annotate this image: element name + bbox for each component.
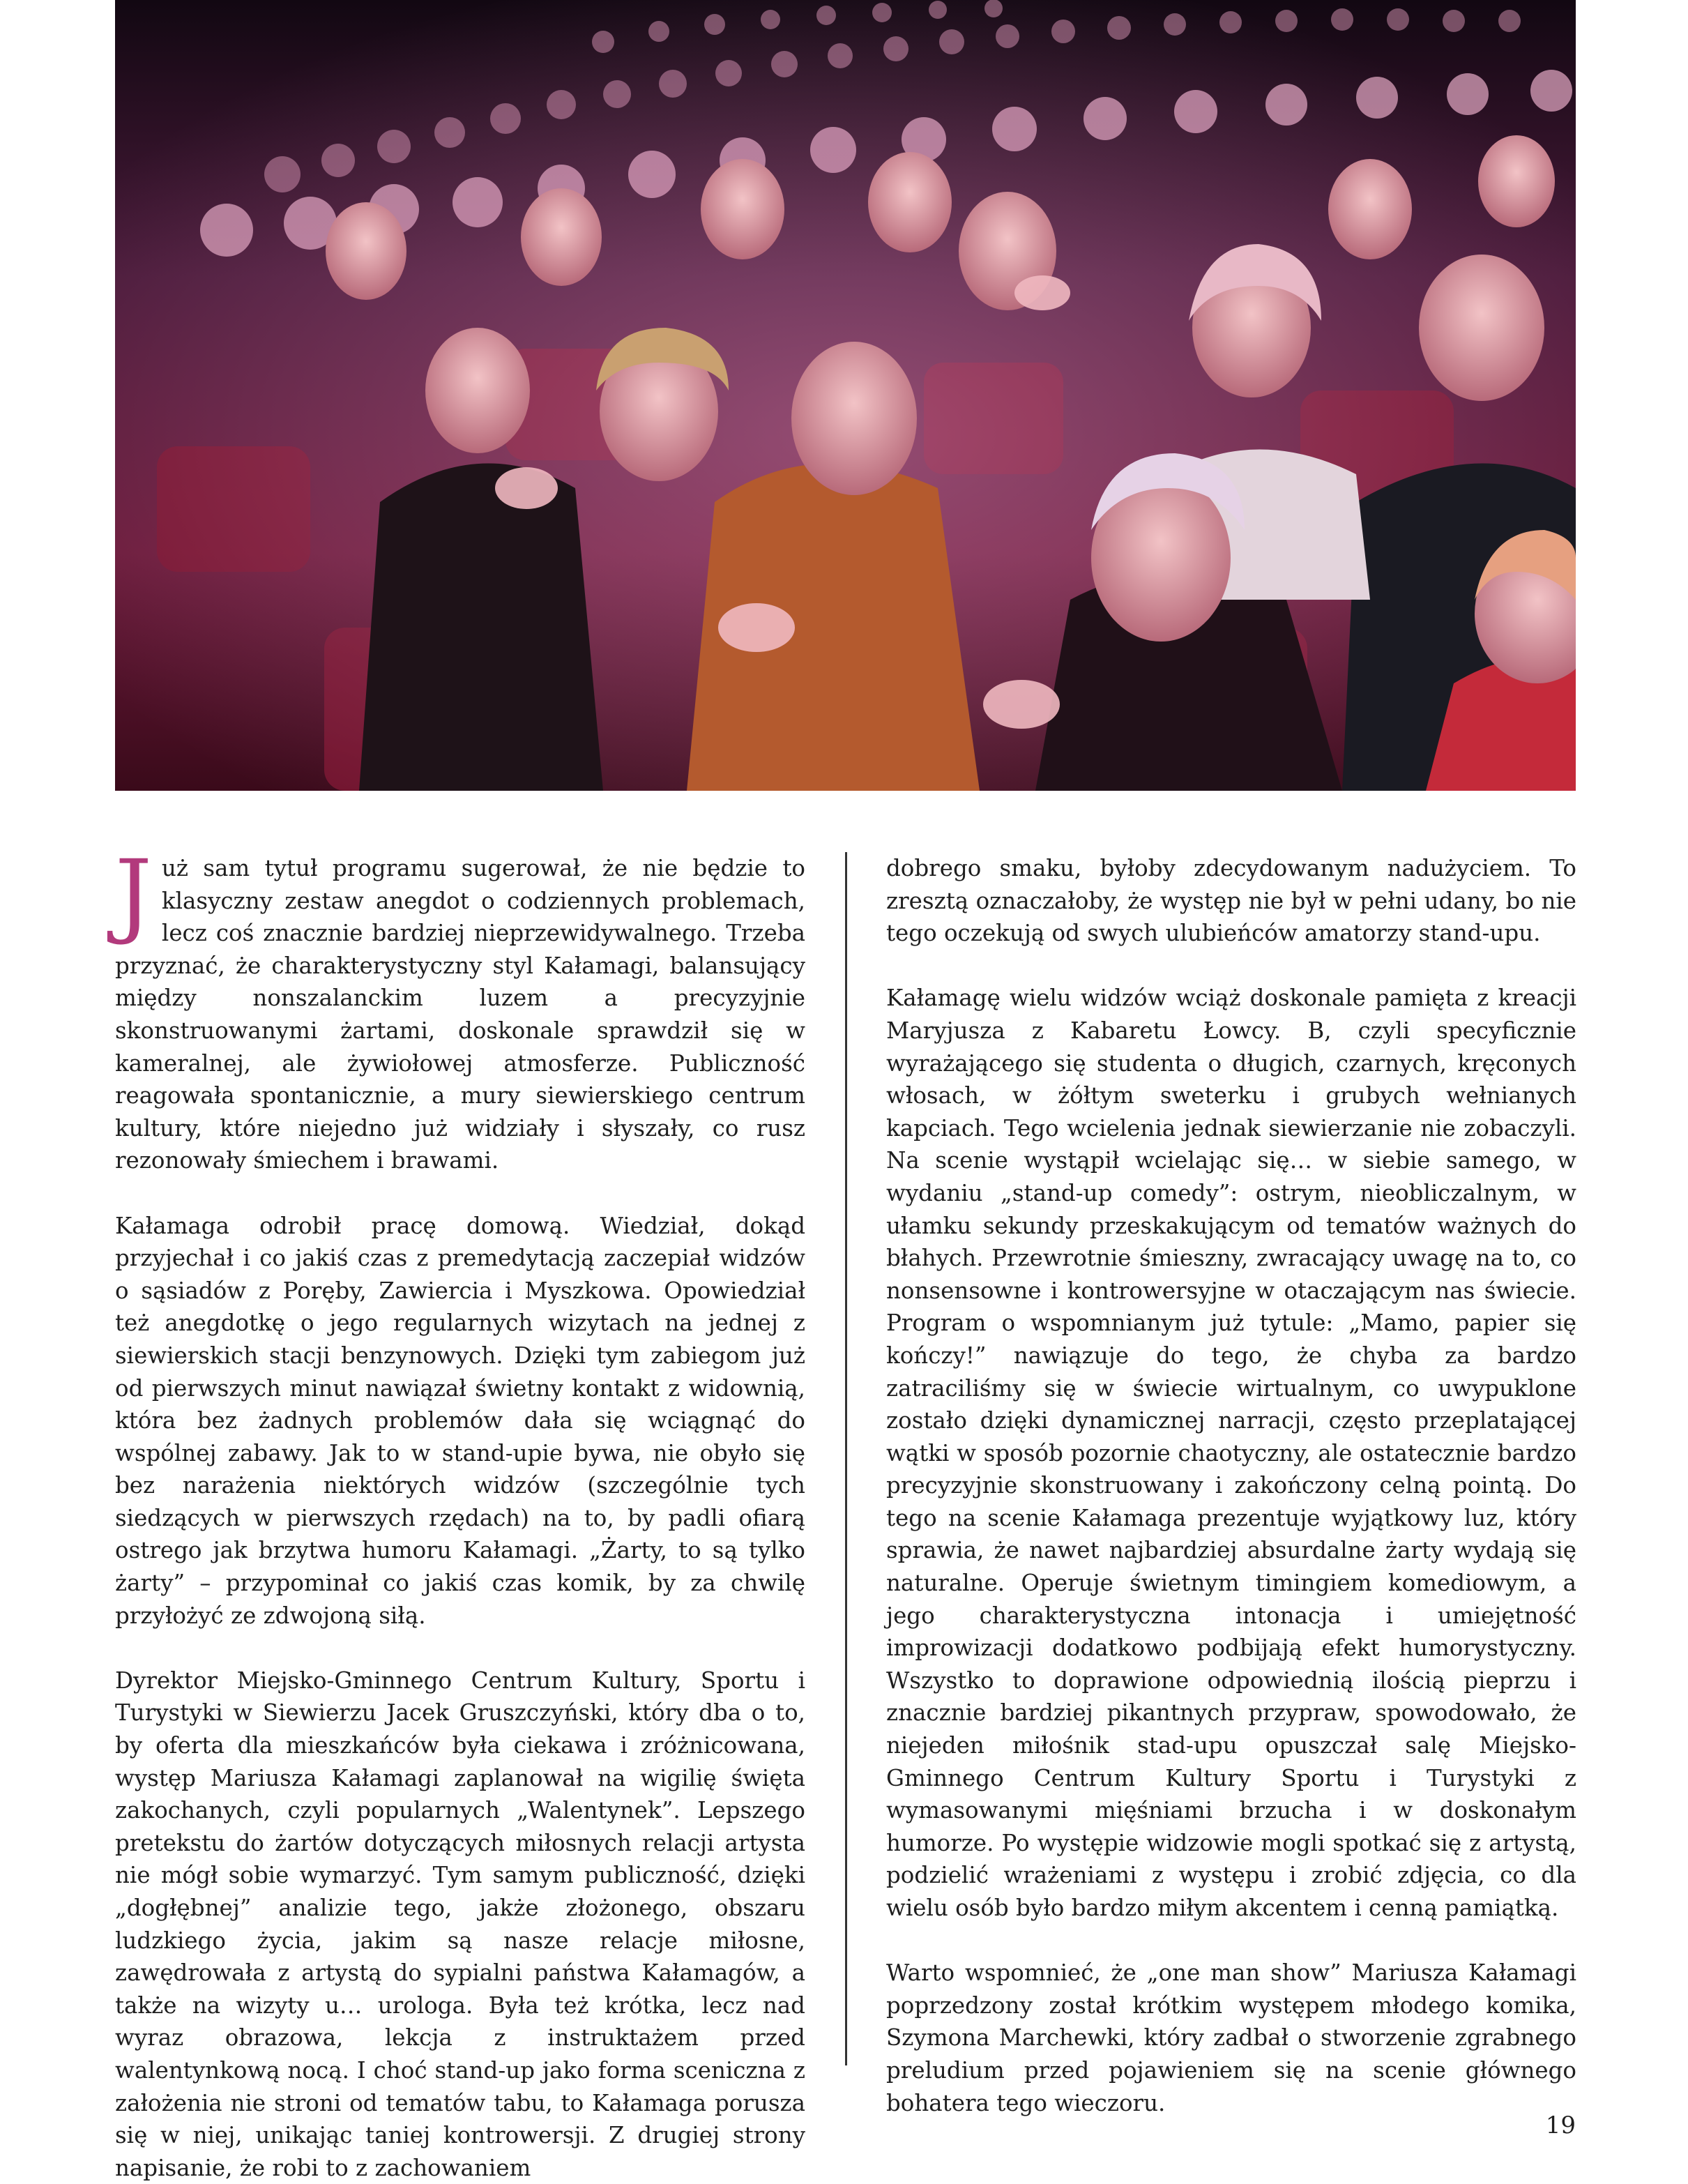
- audience-photo: [115, 0, 1576, 791]
- paragraph-2: Kałamaga odrobił pracę domową. Wiedział, dokąd przyjechał i co jakiś czas z premedytacją zaczepiał widzów o sąsiadów z Poręby, Zawiercia i Myszkowa. Opowiedział też anegdotkę o jego regularnych wizytach na jednej z siewierskich stacji benzynowych. Dzięki tym zabiegom już od pierwszych minut nawiązał świetny kontakt z widownią, która bez żadnych problemów dała się wciągnąć do wspólnej zabawy. Jak to w stand-upie bywa, nie obyło się bez narażenia niektórych widzów (szczególnie tych siedzących w pierwszych rzędach) na to, by padli ofiarą ostrego jak brzytwa humoru Kałamagi. „Żarty, to są tylko żarty” – przypominał co jakiś czas komik, by za chwilę przyłożyć ze zdwojoną siłą.: [115, 1212, 805, 1629]
- paragraph-6: Warto wspomnieć, że „one man show” Mariusza Kałamagi poprzedzony został krótkim występem młodego komika, Szymona Marchewki, który zadbał o stworzenie zgrabnego preludium przed pojawieniem się na scenie głównego bohatera tego wieczoru.: [886, 1959, 1576, 2116]
- paragraph-1-text: uż sam tytuł programu sugerował, że nie będzie to klasyczny zestaw anegdot o codziennych problemach, lecz coś znacznie bardziej nieprzewidywalnego. Trzeba przyznać, że charakterystyczny styl Kałamagi, balansujący między nonszalanckim luzem a precyzyjnie skonstruowanymi żartami, doskonale sprawdził się w kameralnej, ale żywiołowej atmosferze. Publiczność reagowała spontanicznie, a mury siewierskiego centrum kultury, które niejedno już widziały i słyszały, co rusz rezonowały śmiechem i brawami.: [115, 855, 805, 1174]
- article-column-right: [886, 852, 1576, 2119]
- audience-photo-image: [115, 0, 1576, 791]
- drop-cap: J: [115, 840, 152, 948]
- paragraph-4: dobrego smaku, byłoby zdecydowanym nadużyciem. To zresztą oznaczałoby, że występ nie był w pełni udany, bo nie tego oczekują od swych ulubieńców amatorzy stand-upu.: [886, 855, 1576, 947]
- article-column-left: [115, 840, 805, 2184]
- column-divider: [845, 852, 847, 2065]
- paragraph-1: [115, 840, 805, 1177]
- page-number: 19: [1545, 2111, 1576, 2139]
- paragraph-5: Kałamagę wielu widzów wciąż doskonale pamięta z kreacji Maryjusza z Kabaretu Łowcy. B, czyli specyficznie wyrażającego się studenta o długich, czarnych, kręconych włosach, w żółtym sweterku i grubych wełnianych kapciach. Tego wcielenia jednak siewierzanie nie zobaczyli. Na scenie wystąpił wcielając się… w siebie samego, w wydaniu „stand-up comedy”: ostrym, nieobliczalnym, w ułamku sekundy przeskakującym od tematów ważnych do błahych. Przewrotnie śmieszny, zwracający uwagę na to, co nonsensowne i kontrowersyjne w otaczającym nas świecie. Program o wspomnianym już tytule: „Mamo, papier się kończy!” nawiązuje do tego, że chyba za bardzo zatraciliśmy się w świecie wirtualnym, co uwypuklone zostało dzięki dynamicznej narracji, często przeplatającej wątki w sposób pozornie chaotyczny, ale ostatecznie bardzo precyzyjnie skonstruowany i zakończony celną pointą. Do tego na scenie Kałamaga prezentuje wyjątkowy luz, który sprawia, że nawet najbardziej absurdalne żarty wydają się naturalne. Operuje świetnym timingiem komediowym, a jego charakterystyczna intonacja i umiejętność improwizacji dodatkowo podbijają efekt humorystyczny. Wszystko to doprawione odpowiednią ilością pieprzu i znacznie bardziej pikantnych przypraw, spowodowało, że niejeden miłośnik stad-upu opuszczał salę Miejsko-Gminnego Centrum Kultury Sportu i Turystyki z wymasowanymi mięśniami brzucha i w doskonałym humorze. Po występie widzowie mogli spotkać się z artystą, podzielić wrażeniami z występu i zrobić zdjęcia, co dla wielu osób było bardzo miłym akcentem i cenną pamiątką.: [886, 985, 1576, 1921]
- paragraph-3: Dyrektor Miejsko-Gminnego Centrum Kultury, Sportu i Turystyki w Siewierzu Jacek Gruszczyński, który dba o to, by oferta dla mieszkańców była ciekawa i zróżnicowana, występ Mariusza Kałamagi zaplanował na wigilię święta zakochanych, czyli popularnych „Walentynek”. Lepszego pretekstu do żartów dotyczących miłosnych relacji artysta nie mógł sobie wymarzyć. Tym samym publiczność, dzięki „dogłębnej” analizie tego, jakże złożonego, obszaru ludzkiego życia, jakim są nasze relacje miłosne, zawędrowała z artystą do sypialni państwa Kałamagów, a także na wizyty u… urologa. Była też krótka, lecz nad wyraz obrazowa, lekcja z instruktażem przed walentynkową nocą. I choć stand-up jako forma sceniczna z założenia nie stroni od tematów tabu, to Kałamaga porusza się w niej, unikając taniej kontrowersji. Z drugiej strony napisanie, że robi to z zachowaniem: [115, 1667, 805, 2181]
